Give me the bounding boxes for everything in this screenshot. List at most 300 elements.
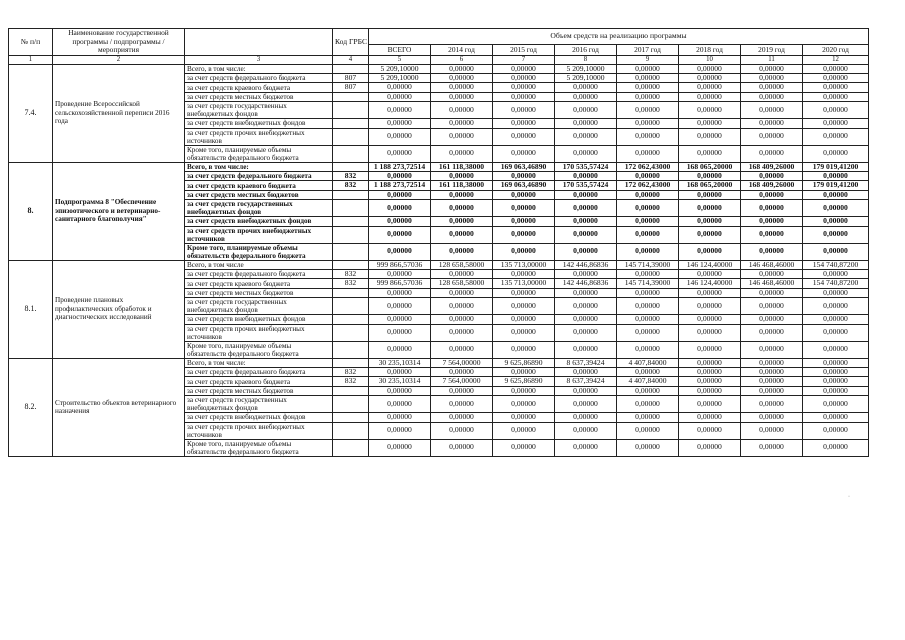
amount-cell: 0,00000 [493,413,555,422]
amount-cell: 0,00000 [555,324,617,341]
amount-cell: 0,00000 [741,298,803,315]
funding-source: за счет средств государственных внебюджетных фондов [185,200,333,217]
grbs-code [333,243,369,260]
funding-source: Всего, в том числе: [185,64,333,73]
amount-cell: 0,00000 [803,341,869,358]
amount-cell: 0,00000 [369,298,431,315]
amount-cell: 0,00000 [741,324,803,341]
header-column-numbers [9,55,869,64]
amount-cell: 0,00000 [679,200,741,217]
amount-cell: 142 446,86836 [555,260,617,269]
amount-cell: 0,00000 [431,73,493,82]
header-year-5: 2018 год [679,45,741,55]
amount-cell: 0,00000 [803,64,869,73]
amount-cell: 0,00000 [431,396,493,413]
amount-cell: 0,00000 [431,386,493,395]
amount-cell: 168 065,20000 [679,181,741,190]
table-row [9,358,869,367]
amount-cell: 0,00000 [555,145,617,162]
amount-cell: 0,00000 [741,269,803,278]
amount-cell: 0,00000 [741,102,803,119]
amount-cell: 145 714,39000 [617,260,679,269]
amount-cell: 0,00000 [803,83,869,92]
amount-cell: 0,00000 [617,217,679,226]
amount-cell: 0,00000 [431,243,493,260]
amount-cell: 0,00000 [555,226,617,243]
amount-cell: 999 866,57036 [369,260,431,269]
amount-cell: 0,00000 [679,358,741,367]
amount-cell: 0,00000 [679,128,741,145]
funding-source: за счет средств государственных внебюджетных фондов [185,396,333,413]
column-number-2: 2 [53,55,185,64]
grbs-code: 832 [333,269,369,278]
amount-cell: 0,00000 [617,102,679,119]
amount-cell: 8 637,39424 [555,377,617,386]
funding-source: Кроме того, планируемые объемы обязательств федерального бюджета [185,243,333,260]
amount-cell: 0,00000 [617,396,679,413]
column-number-6: 6 [431,55,493,64]
amount-cell: 0,00000 [555,413,617,422]
amount-cell: 0,00000 [369,226,431,243]
amount-cell: 1 188 273,72514 [369,181,431,190]
column-number-11: 11 [741,55,803,64]
amount-cell: 0,00000 [555,439,617,456]
amount-cell: 0,00000 [803,217,869,226]
amount-cell: 0,00000 [741,288,803,297]
amount-cell: 0,00000 [617,324,679,341]
grbs-code: 832 [333,368,369,377]
amount-cell: 0,00000 [741,200,803,217]
amount-cell: 0,00000 [555,102,617,119]
column-number-10: 10 [679,55,741,64]
amount-cell: 0,00000 [493,269,555,278]
amount-cell: 0,00000 [803,288,869,297]
amount-cell: 169 063,46890 [493,181,555,190]
amount-cell: 0,00000 [679,341,741,358]
column-number-5: 5 [369,55,431,64]
amount-cell: 0,00000 [555,92,617,101]
amount-cell: 135 713,00000 [493,279,555,288]
amount-cell: 0,00000 [741,64,803,73]
grbs-code [333,260,369,269]
table-row [9,64,869,73]
amount-cell: 0,00000 [617,171,679,180]
amount-cell: 0,00000 [803,298,869,315]
amount-cell: 172 062,43000 [617,162,679,171]
amount-cell: 0,00000 [369,200,431,217]
amount-cell: 0,00000 [431,324,493,341]
grbs-code [333,422,369,439]
amount-cell: 0,00000 [369,102,431,119]
amount-cell: 0,00000 [679,83,741,92]
amount-cell: 0,00000 [617,64,679,73]
amount-cell: 0,00000 [803,128,869,145]
amount-cell: 0,00000 [617,243,679,260]
amount-cell: 0,00000 [431,83,493,92]
grbs-code [333,439,369,456]
amount-cell: 0,00000 [431,368,493,377]
amount-cell: 0,00000 [431,145,493,162]
amount-cell: 0,00000 [741,226,803,243]
amount-cell: 0,00000 [741,73,803,82]
amount-cell: 0,00000 [679,413,741,422]
amount-cell: 4 407,84000 [617,377,679,386]
amount-cell: 0,00000 [493,200,555,217]
amount-cell: 0,00000 [369,119,431,128]
amount-cell: 999 866,57036 [369,279,431,288]
grbs-code [333,128,369,145]
amount-cell: 179 019,41200 [803,162,869,171]
budget-sheet [8,28,868,457]
amount-cell: 154 740,87200 [803,279,869,288]
amount-cell: 0,00000 [741,413,803,422]
funding-source: за счет средств прочих внебюджетных источников [185,226,333,243]
amount-cell: 0,00000 [741,358,803,367]
amount-cell: 0,00000 [741,217,803,226]
amount-cell: 0,00000 [369,128,431,145]
amount-cell: 30 235,10314 [369,358,431,367]
amount-cell: 0,00000 [617,190,679,199]
amount-cell: 0,00000 [493,190,555,199]
amount-cell: 0,00000 [555,83,617,92]
amount-cell: 0,00000 [369,269,431,278]
amount-cell: 146 124,40000 [679,260,741,269]
amount-cell: 0,00000 [803,396,869,413]
amount-cell: 0,00000 [369,368,431,377]
amount-cell: 9 625,86890 [493,358,555,367]
amount-cell: 5 209,10000 [555,73,617,82]
grbs-code [333,413,369,422]
amount-cell: 0,00000 [679,171,741,180]
amount-cell: 0,00000 [803,92,869,101]
grbs-code [333,119,369,128]
amount-cell: 0,00000 [617,92,679,101]
header-year-2: 2015 год [493,45,555,55]
amount-cell: 0,00000 [431,171,493,180]
grbs-code [333,396,369,413]
amount-cell: 0,00000 [369,190,431,199]
funding-source: за счет средств внебюджетных фондов [185,217,333,226]
amount-cell: 0,00000 [617,83,679,92]
amount-cell: 0,00000 [617,413,679,422]
amount-cell: 0,00000 [741,128,803,145]
amount-cell: 0,00000 [803,422,869,439]
amount-cell: 0,00000 [369,243,431,260]
amount-cell: 0,00000 [617,368,679,377]
amount-cell: 0,00000 [679,298,741,315]
amount-cell: 0,00000 [617,269,679,278]
amount-cell: 0,00000 [617,200,679,217]
amount-cell: 0,00000 [679,226,741,243]
amount-cell: 168 409,26000 [741,181,803,190]
amount-cell: 0,00000 [679,439,741,456]
grbs-code [333,162,369,171]
header-row-top [9,29,869,45]
amount-cell: 0,00000 [431,413,493,422]
grbs-code [333,324,369,341]
funding-source: за счет средств местных бюджетов [185,386,333,395]
amount-cell: 0,00000 [555,217,617,226]
amount-cell: 0,00000 [369,92,431,101]
amount-cell: 145 714,39000 [617,279,679,288]
page-mark: · [848,494,850,500]
funding-source: за счет средств федерального бюджета [185,368,333,377]
amount-cell: 0,00000 [803,269,869,278]
item-number: 8.2. [9,358,53,456]
amount-cell: 0,00000 [741,83,803,92]
amount-cell: 179 019,41200 [803,181,869,190]
table-row [9,260,869,269]
amount-cell: 170 535,57424 [555,162,617,171]
column-number-4: 4 [333,55,369,64]
amount-cell: 0,00000 [741,368,803,377]
amount-cell: 0,00000 [741,386,803,395]
amount-cell: 0,00000 [493,288,555,297]
amount-cell: 0,00000 [679,145,741,162]
amount-cell: 146 124,40000 [679,279,741,288]
amount-cell: 0,00000 [493,226,555,243]
amount-cell: 0,00000 [493,315,555,324]
funding-source: Кроме того, планируемые объемы обязательств федерального бюджета [185,145,333,162]
amount-cell: 0,00000 [493,324,555,341]
column-number-8: 8 [555,55,617,64]
column-number-7: 7 [493,55,555,64]
amount-cell: 0,00000 [431,422,493,439]
header-year-4: 2017 год [617,45,679,55]
amount-cell: 0,00000 [679,92,741,101]
amount-cell: 146 468,46000 [741,279,803,288]
amount-cell: 0,00000 [679,386,741,395]
amount-cell: 0,00000 [741,145,803,162]
header-grbs: Код ГРБС [333,29,369,56]
amount-cell: 0,00000 [369,413,431,422]
funding-source: за счет средств краевого бюджета [185,83,333,92]
grbs-code: 832 [333,377,369,386]
amount-cell: 169 063,46890 [493,162,555,171]
amount-cell: 0,00000 [493,64,555,73]
amount-cell: 172 062,43000 [617,181,679,190]
funding-source: за счет средств прочих внебюджетных источников [185,324,333,341]
grbs-code [333,64,369,73]
amount-cell: 0,00000 [617,386,679,395]
amount-cell: 0,00000 [555,243,617,260]
amount-cell: 0,00000 [493,102,555,119]
amount-cell: 0,00000 [679,288,741,297]
amount-cell: 0,00000 [431,200,493,217]
amount-cell: 5 209,10000 [369,73,431,82]
amount-cell: 0,00000 [493,92,555,101]
amount-cell: 0,00000 [679,315,741,324]
funding-source: за счет средств внебюджетных фондов [185,119,333,128]
amount-cell: 0,00000 [493,119,555,128]
amount-cell: 0,00000 [617,119,679,128]
amount-cell: 0,00000 [803,243,869,260]
amount-cell: 0,00000 [493,171,555,180]
funding-source: за счет средств прочих внебюджетных источников [185,422,333,439]
table-body [9,64,869,456]
header-name: Наименование государственной программы / подпрограммы / мероприятия [53,29,185,56]
column-number-9: 9 [617,55,679,64]
amount-cell: 0,00000 [493,396,555,413]
amount-cell: 0,00000 [803,368,869,377]
amount-cell: 0,00000 [369,145,431,162]
amount-cell: 0,00000 [617,145,679,162]
amount-cell: 0,00000 [493,439,555,456]
amount-cell: 0,00000 [431,217,493,226]
amount-cell: 128 658,58000 [431,279,493,288]
column-number-1: 1 [9,55,53,64]
funding-source: за счет средств государственных внебюджетных фондов [185,298,333,315]
budget-table [8,28,869,457]
amount-cell: 0,00000 [431,226,493,243]
grbs-code [333,190,369,199]
amount-cell: 0,00000 [679,73,741,82]
amount-cell: 0,00000 [617,315,679,324]
amount-cell: 0,00000 [803,386,869,395]
grbs-code [333,288,369,297]
amount-cell: 154 740,87200 [803,260,869,269]
amount-cell: 1 188 273,72514 [369,162,431,171]
amount-cell: 0,00000 [431,288,493,297]
item-name: Проведение плановых профилактических обработок и диагностических исследований [53,260,185,358]
grbs-code [333,341,369,358]
amount-cell: 0,00000 [803,358,869,367]
funding-source: за счет средств прочих внебюджетных источников [185,128,333,145]
amount-cell: 0,00000 [369,83,431,92]
amount-cell: 0,00000 [555,288,617,297]
funding-source: Кроме того, планируемые объемы обязательств федерального бюджета [185,439,333,456]
item-number: 8.1. [9,260,53,358]
amount-cell: 0,00000 [431,439,493,456]
amount-cell: 7 564,00000 [431,377,493,386]
amount-cell: 0,00000 [493,422,555,439]
amount-cell: 0,00000 [369,324,431,341]
amount-cell: 0,00000 [679,102,741,119]
amount-cell: 0,00000 [617,73,679,82]
amount-cell: 0,00000 [493,217,555,226]
funding-source: за счет средств внебюджетных фондов [185,413,333,422]
amount-cell: 0,00000 [741,396,803,413]
funding-source: за счет средств федерального бюджета [185,269,333,278]
amount-cell: 0,00000 [741,243,803,260]
amount-cell: 0,00000 [555,298,617,315]
amount-cell: 0,00000 [741,439,803,456]
amount-cell: 5 209,10000 [555,64,617,73]
amount-cell: 0,00000 [679,368,741,377]
grbs-code [333,358,369,367]
grbs-code [333,200,369,217]
amount-cell: 0,00000 [617,422,679,439]
amount-cell: 0,00000 [679,119,741,128]
amount-cell: 0,00000 [369,396,431,413]
amount-cell: 0,00000 [369,217,431,226]
grbs-code: 807 [333,73,369,82]
amount-cell: 0,00000 [555,128,617,145]
amount-cell: 0,00000 [741,171,803,180]
amount-cell: 0,00000 [555,396,617,413]
amount-cell: 0,00000 [679,217,741,226]
amount-cell: 0,00000 [803,226,869,243]
column-number-3: 3 [185,55,333,64]
amount-cell: 0,00000 [369,315,431,324]
table-row [9,162,869,171]
amount-cell: 0,00000 [369,341,431,358]
amount-cell: 146 468,46000 [741,260,803,269]
amount-cell: 0,00000 [493,243,555,260]
amount-cell: 0,00000 [617,288,679,297]
amount-cell: 0,00000 [617,439,679,456]
header-source-blank [185,29,333,56]
amount-cell: 0,00000 [555,386,617,395]
header-year-1: 2014 год [431,45,493,55]
header-volume: Объем средств на реализацию программы [369,29,869,45]
funding-source: за счет средств местных бюджетов [185,190,333,199]
amount-cell: 7 564,00000 [431,358,493,367]
grbs-code: 832 [333,279,369,288]
funding-source: за счет средств краевого бюджета [185,181,333,190]
amount-cell: 0,00000 [803,413,869,422]
amount-cell: 0,00000 [431,269,493,278]
amount-cell: 0,00000 [803,439,869,456]
amount-cell: 0,00000 [493,83,555,92]
amount-cell: 0,00000 [493,128,555,145]
amount-cell: 0,00000 [617,128,679,145]
amount-cell: 0,00000 [493,341,555,358]
amount-cell: 0,00000 [741,341,803,358]
funding-source: за счет средств федерального бюджета [185,73,333,82]
grbs-code [333,386,369,395]
item-number: 8. [9,162,53,260]
amount-cell: 0,00000 [493,386,555,395]
amount-cell: 0,00000 [369,386,431,395]
amount-cell: 0,00000 [431,128,493,145]
amount-cell: 0,00000 [555,422,617,439]
amount-cell: 0,00000 [679,324,741,341]
amount-cell: 0,00000 [369,439,431,456]
amount-cell: 0,00000 [741,377,803,386]
amount-cell: 0,00000 [741,119,803,128]
amount-cell: 0,00000 [803,102,869,119]
amount-cell: 135 713,00000 [493,260,555,269]
amount-cell: 0,00000 [555,200,617,217]
grbs-code [333,92,369,101]
amount-cell: 0,00000 [431,64,493,73]
amount-cell: 0,00000 [803,119,869,128]
amount-cell: 30 235,10314 [369,377,431,386]
amount-cell: 0,00000 [803,377,869,386]
funding-source: за счет средств внебюджетных фондов [185,315,333,324]
funding-source: за счет средств краевого бюджета [185,377,333,386]
amount-cell: 0,00000 [431,92,493,101]
amount-cell: 0,00000 [555,171,617,180]
header-year-6: 2019 год [741,45,803,55]
grbs-code [333,217,369,226]
amount-cell: 0,00000 [803,200,869,217]
funding-source: за счет средств местных бюджетов [185,288,333,297]
amount-cell: 0,00000 [803,145,869,162]
funding-source: за счет средств федерального бюджета [185,171,333,180]
amount-cell: 0,00000 [369,288,431,297]
funding-source: за счет средств государственных внебюджетных фондов [185,102,333,119]
grbs-code [333,226,369,243]
funding-source: Кроме того, планируемые объемы обязательств федерального бюджета [185,341,333,358]
amount-cell: 128 658,58000 [431,260,493,269]
amount-cell: 8 637,39424 [555,358,617,367]
amount-cell: 0,00000 [741,92,803,101]
amount-cell: 0,00000 [679,422,741,439]
grbs-code [333,315,369,324]
amount-cell: 0,00000 [679,243,741,260]
